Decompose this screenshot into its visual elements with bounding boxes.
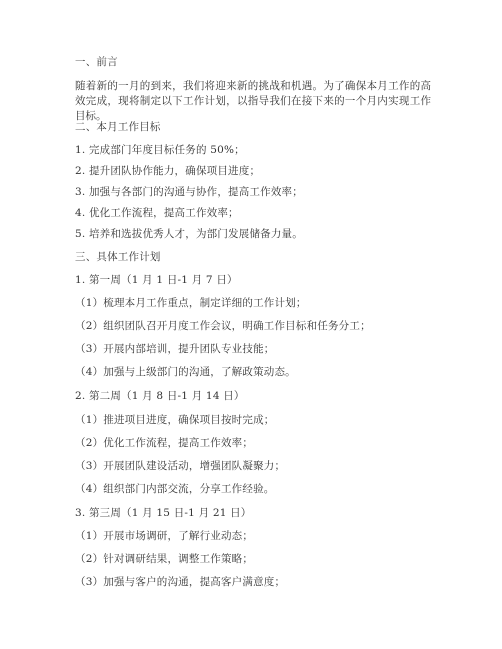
plan-item: （3）开展团队建设活动，增强团队凝聚力；: [75, 460, 286, 472]
section-heading-preface: 一、前言: [75, 56, 118, 68]
section-heading-goals: 二、本月工作目标: [75, 121, 161, 133]
plan-item: （4）加强与上级部门的沟通，了解政策动态。: [75, 366, 296, 378]
section-heading-plan: 三、具体工作计划: [75, 251, 161, 263]
plan-item: （2）优化工作流程，提高工作效率；: [75, 437, 254, 449]
goal-item: 5. 培养和选拔优秀人才，为部门发展储备力量。: [75, 228, 303, 240]
week-title: 2. 第二周（1 月 8 日-1 月 14 日）: [75, 390, 245, 402]
plan-item: （1）梳理本月工作重点，制定详细的工作计划；: [75, 297, 307, 309]
plan-item: （3）开展内部培训，提升团队专业技能；: [75, 343, 275, 355]
plan-item: （4）组织部门内部交流，分享工作经验。: [75, 483, 275, 495]
plan-item: （2）组织团队召开月度工作会议，明确工作目标和任务分工；: [75, 320, 371, 332]
plan-item: （1）推进项目进度，确保项目按时完成；: [75, 414, 275, 426]
goal-item: 2. 提升团队协作能力，确保项目进度；: [75, 165, 261, 177]
goal-item: 3. 加强与各部门的沟通与协作，提高工作效率；: [75, 186, 303, 198]
plan-item: （2）针对调研结果，调整工作策略；: [75, 553, 254, 565]
week-title: 1. 第一周（1 月 1 日-1 月 7 日）: [75, 274, 238, 286]
plan-item: （3）加强与客户的沟通，提高客户满意度；: [75, 576, 286, 588]
goal-item: 4. 优化工作流程，提高工作效率；: [75, 207, 239, 219]
intro-paragraph: 随着新的一月的到来，我们将迎来新的挑战和机遇。为了确保本月工作的高效完成，现将制定以下工作计划，以指导我们在接下来的一个月内实现工作目标。: [75, 80, 431, 122]
week-title: 3. 第三周（1 月 15 日-1 月 21 日）: [75, 507, 252, 519]
goal-item: 1. 完成部门年度目标任务的 50%；: [75, 144, 245, 156]
plan-item: （1）开展市场调研，了解行业动态；: [75, 530, 254, 542]
